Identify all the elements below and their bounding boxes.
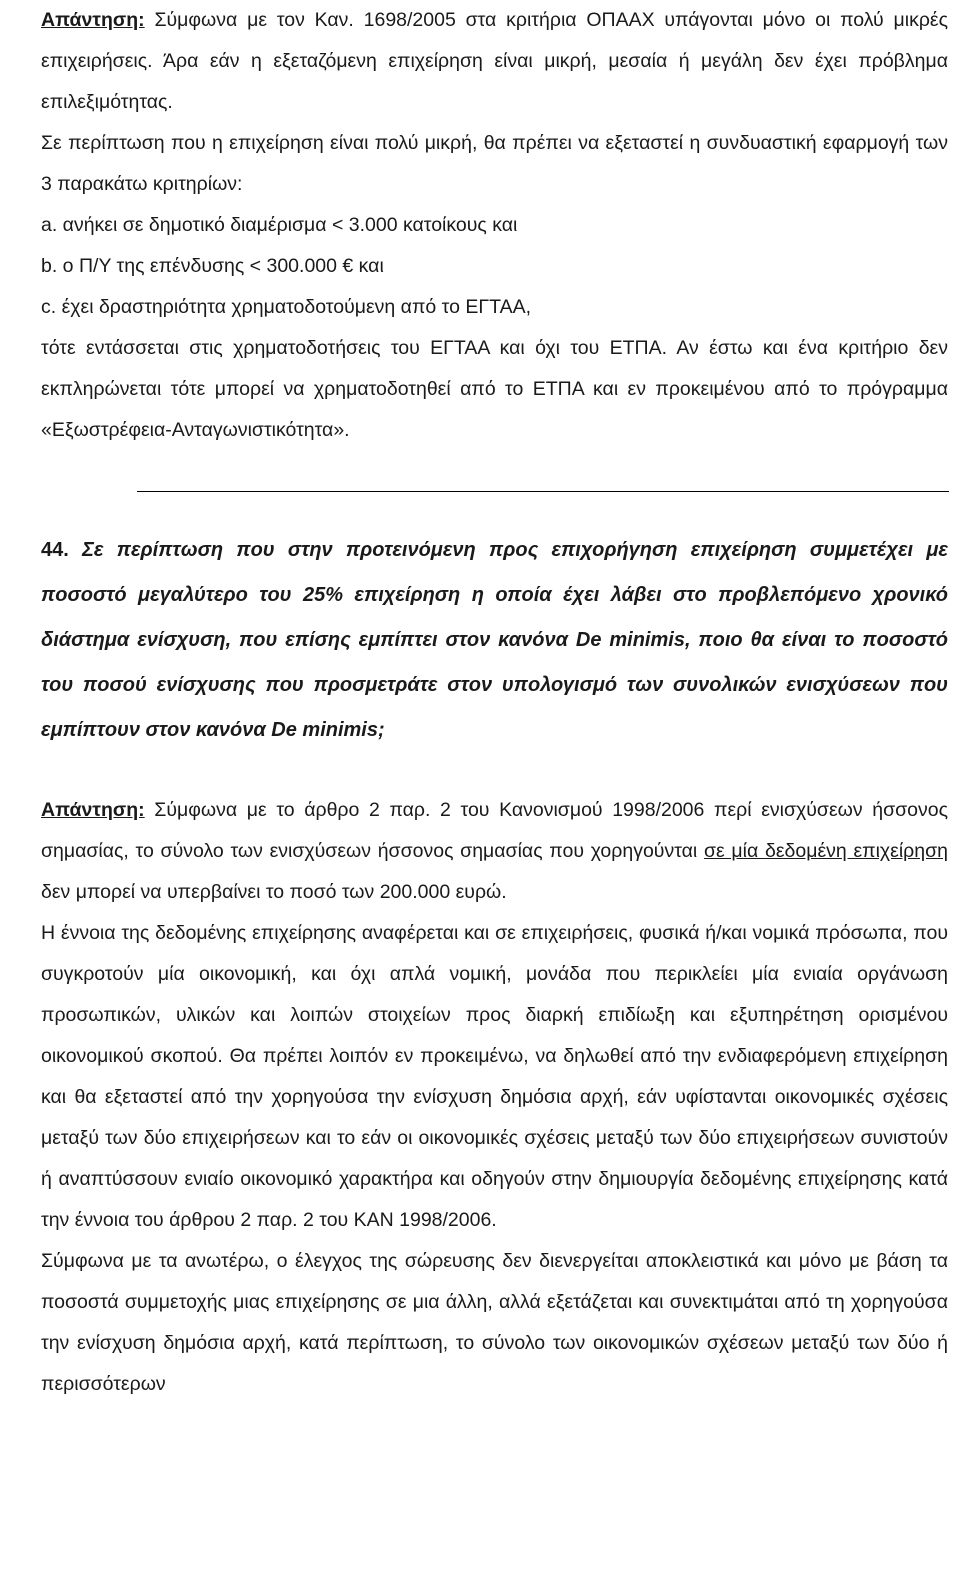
- answer-text-before: Σύμφωνα με το άρθρο 2 παρ. 2 του Κανονισμού 1998/2006 περί ενισχύσεων ήσσονος σημασίας, το σύνολο των ενισχύσεων ήσσονος σημασίας που χορηγούνται: [41, 799, 948, 862]
- answer-paragraph-2: Η έννοια της δεδομένης επιχείρησης αναφέρεται και σε επιχειρήσεις, φυσικά ή/και νομικά πρόσωπα, που συγκροτούν μία οικονομική, και όχι απλά νομική, μονάδα που περικλείει μία ενιαία οργάνωση προσωπικών, υλικών και λοιπών στοιχείων προς διαρκή επιδίωξη και εξυπηρέτηση ορισμένου οικονομικού σκοπού. Θα πρέπει λοιπόν εν προκειμένω, να δηλωθεί από την ενδιαφερόμενη επιχείρηση και θα εξεταστεί από την χορηγούσα την ενίσχυση δημόσια αρχή, εάν υφίστανται οικονομικές σχέσεις μεταξύ των δύο επιχειρήσεων και το εάν οι οικονομικές σχέσεις μεταξύ των δύο επιχειρήσεων συνιστούν ή αναπτύσσουν ενιαίο οικονομικό χαρακτήρα και οδηγούν στην δημιουργία δεδομένης επιχείρησης κατά την έννοια του άρθρου 2 παρ. 2 του ΚΑΝ 1998/2006.: [41, 922, 948, 1231]
- answer-text-after: δεν μπορεί να υπερβαίνει το ποσό των 200.000 ευρώ.: [41, 881, 507, 903]
- criterion-b: b. ο Π/Υ της επένδυσης < 300.000 € και: [41, 255, 384, 277]
- answer-paragraph-intro: [41, 0, 948, 123]
- criterion-c: c. έχει δραστηριότητα χρηματοδοτούμενη από το ΕΓΤΑΑ,: [41, 296, 531, 318]
- answer-paragraph-3: Σύμφωνα με τα ανωτέρω, ο έλεγχος της σώρευσης δεν διενεργείται αποκλειστικά και μόνο με βάση τα ποσοστά συμμετοχής μιας επιχείρησης σε μια άλλη, αλλά εξετάζεται και συνεκτιμάται από τη χορηγούσα την ενίσχυση δημόσια αρχή, κατά περίπτωση, το σύνολο των οικονομικών σχέσεων μεταξύ των δύο ή περισσότερων: [41, 1250, 948, 1395]
- document-page: [41, 0, 948, 1405]
- answer-label: Απάντηση:: [41, 799, 145, 821]
- question-text: Σε περίπτωση που στην προτεινόμενη προς επιχορήγηση επιχείρηση συμμετέχει με ποσοστό μεγαλύτερο του 25% επιχείρηση η οποία έχει λάβει στο προβλεπόμενο χρονικό διάστημα ενίσχυση, που επίσης εμπίπτει στον κανόνα De minimis, ποιο θα είναι το ποσοστό του ποσού ενίσχυσης που προσμετράτε στον υπολογισμό των συνολικών ενισχύσεων που εμπίπτουν στον κανόνα De minimis;: [41, 539, 948, 741]
- answer-underlined-text: σε μία δεδομένη επιχείρηση: [703, 840, 948, 862]
- answer-intro-text: Σύμφωνα με τον Καν. 1698/2005 στα κριτήρια ΟΠΑΑΧ υπάγονται μόνο οι πολύ μικρές επιχειρήσεις. Άρα εάν η εξεταζόμενη επιχείρηση είναι μικρή, μεσαία ή μεγάλη δεν έχει πρόβλημα επιλεξιμότητας.: [41, 9, 948, 113]
- conclusion-paragraph: τότε εντάσσεται στις χρηματοδοτήσεις του ΕΓΤΑΑ και όχι του ΕΤΠΑ. Αν έστω και ένα κριτήριο δεν εκπληρώνεται τότε μπορεί να χρηματοδοτηθεί από το ΕΤΠΑ και εν προκειμένου από το πρόγραμμα «Εξωστρέφεια-Ανταγωνιστικότητα».: [41, 337, 948, 441]
- question-number: 44.: [41, 539, 69, 561]
- case-paragraph: Σε περίπτωση που η επιχείρηση είναι πολύ μικρή, θα πρέπει να εξεταστεί η συνδυαστική εφαρμογή των 3 παρακάτω κριτηρίων:: [41, 132, 948, 195]
- answer-label: Απάντηση:: [41, 9, 145, 31]
- question-44: [41, 528, 948, 753]
- criterion-a: a. ανήκει σε δημοτικό διαμέρισμα < 3.000 κατοίκους και: [41, 214, 518, 236]
- answer-paragraph-1: [41, 790, 948, 913]
